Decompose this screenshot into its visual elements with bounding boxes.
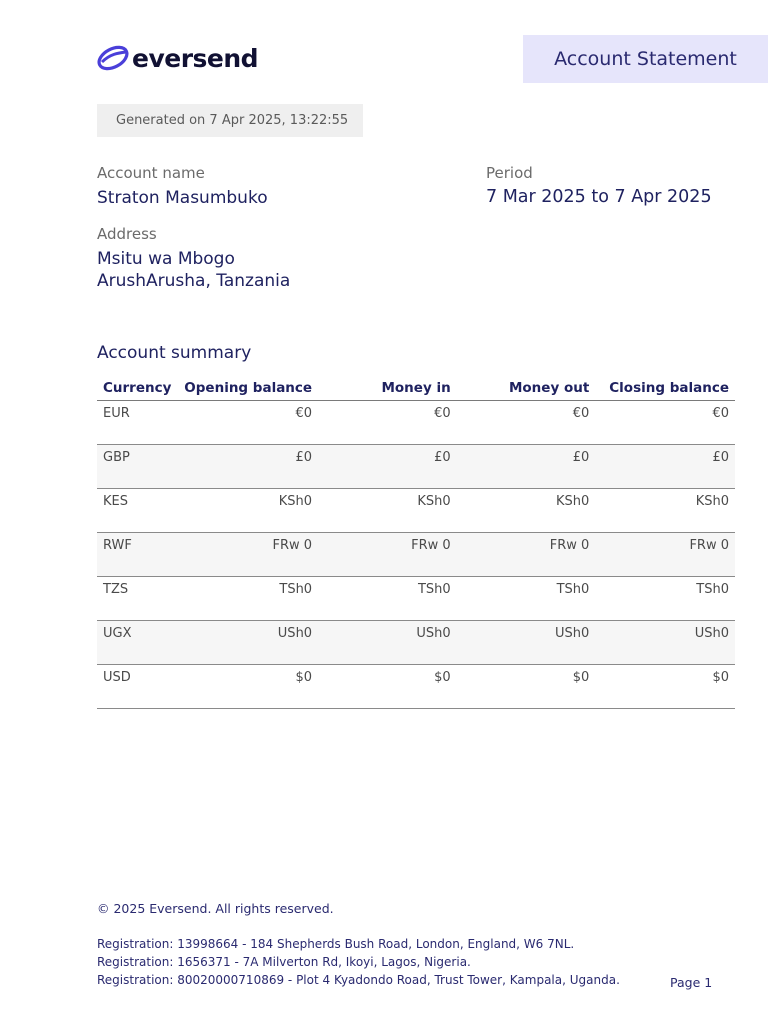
table-row [97,621,735,665]
closing-balance-cell: £0 [595,445,735,489]
opening-balance-cell: USh0 [177,621,318,665]
opening-balance-cell: TSh0 [177,577,318,621]
opening-balance-cell: KSh0 [177,489,318,533]
opening-balance-cell: €0 [177,401,318,445]
money-in-cell: FRw 0 [318,533,457,577]
registration-line-nigeria: Registration: 1656371 - 7A Milverton Rd, Ikoyi, Lagos, Nigeria. [97,955,471,969]
registration-line-uk: Registration: 13998664 - 184 Shepherds Bush Road, London, England, W6 7NL. [97,937,575,951]
period-label: Period [486,164,533,182]
currency-cell: UGX [97,621,177,665]
registration-line-uganda: Registration: 80020000710869 - Plot 4 Kyadondo Road, Trust Tower, Kampala, Uganda. [97,973,620,987]
address-label: Address [97,225,157,243]
column-header-currency: Currency [97,375,177,401]
money-in-cell: TSh0 [318,577,457,621]
closing-balance-cell: USh0 [595,621,735,665]
opening-balance-cell: FRw 0 [177,533,318,577]
money-out-cell: $0 [457,665,596,709]
table-row [97,401,735,445]
brand-name: eversend [132,43,259,73]
table-row [97,445,735,489]
eversend-logo [96,42,258,74]
closing-balance-cell: $0 [595,665,735,709]
closing-balance-cell: €0 [595,401,735,445]
money-in-cell: $0 [318,665,457,709]
money-in-cell: €0 [318,401,457,445]
money-out-cell: KSh0 [457,489,596,533]
account-name-value: Straton Masumbuko [97,188,268,208]
money-out-cell: USh0 [457,621,596,665]
generated-timestamp: Generated on 7 Apr 2025, 13:22:55 [97,104,363,137]
account-summary-table [97,375,735,709]
currency-cell: USD [97,665,177,709]
eversend-logo-icon [96,43,130,73]
table-row [97,577,735,621]
currency-cell: KES [97,489,177,533]
currency-cell: EUR [97,401,177,445]
page-number: Page 1 [670,975,713,990]
money-out-cell: £0 [457,445,596,489]
currency-cell: GBP [97,445,177,489]
period-value: 7 Mar 2025 to 7 Apr 2025 [486,187,712,207]
currency-cell: TZS [97,577,177,621]
closing-balance-cell: KSh0 [595,489,735,533]
closing-balance-cell: TSh0 [595,577,735,621]
table-row [97,533,735,577]
column-header-opening-balance: Opening balance [177,375,318,401]
money-in-cell: £0 [318,445,457,489]
account-name-label: Account name [97,164,205,182]
opening-balance-cell: £0 [177,445,318,489]
money-out-cell: TSh0 [457,577,596,621]
currency-cell: RWF [97,533,177,577]
money-in-cell: USh0 [318,621,457,665]
closing-balance-cell: FRw 0 [595,533,735,577]
document-type-banner: Account Statement [523,35,768,83]
account-summary-title: Account summary [97,343,252,363]
opening-balance-cell: $0 [177,665,318,709]
table-row [97,489,735,533]
address-line-1: Msitu wa Mbogo [97,249,235,269]
table-header-row [97,375,735,401]
table-row [97,665,735,709]
money-out-cell: €0 [457,401,596,445]
column-header-closing-balance: Closing balance [595,375,735,401]
money-out-cell: FRw 0 [457,533,596,577]
copyright-notice: © 2025 Eversend. All rights reserved. [97,901,334,916]
money-in-cell: KSh0 [318,489,457,533]
column-header-money-out: Money out [457,375,596,401]
column-header-money-in: Money in [318,375,457,401]
address-line-2: ArushArusha, Tanzania [97,271,291,291]
